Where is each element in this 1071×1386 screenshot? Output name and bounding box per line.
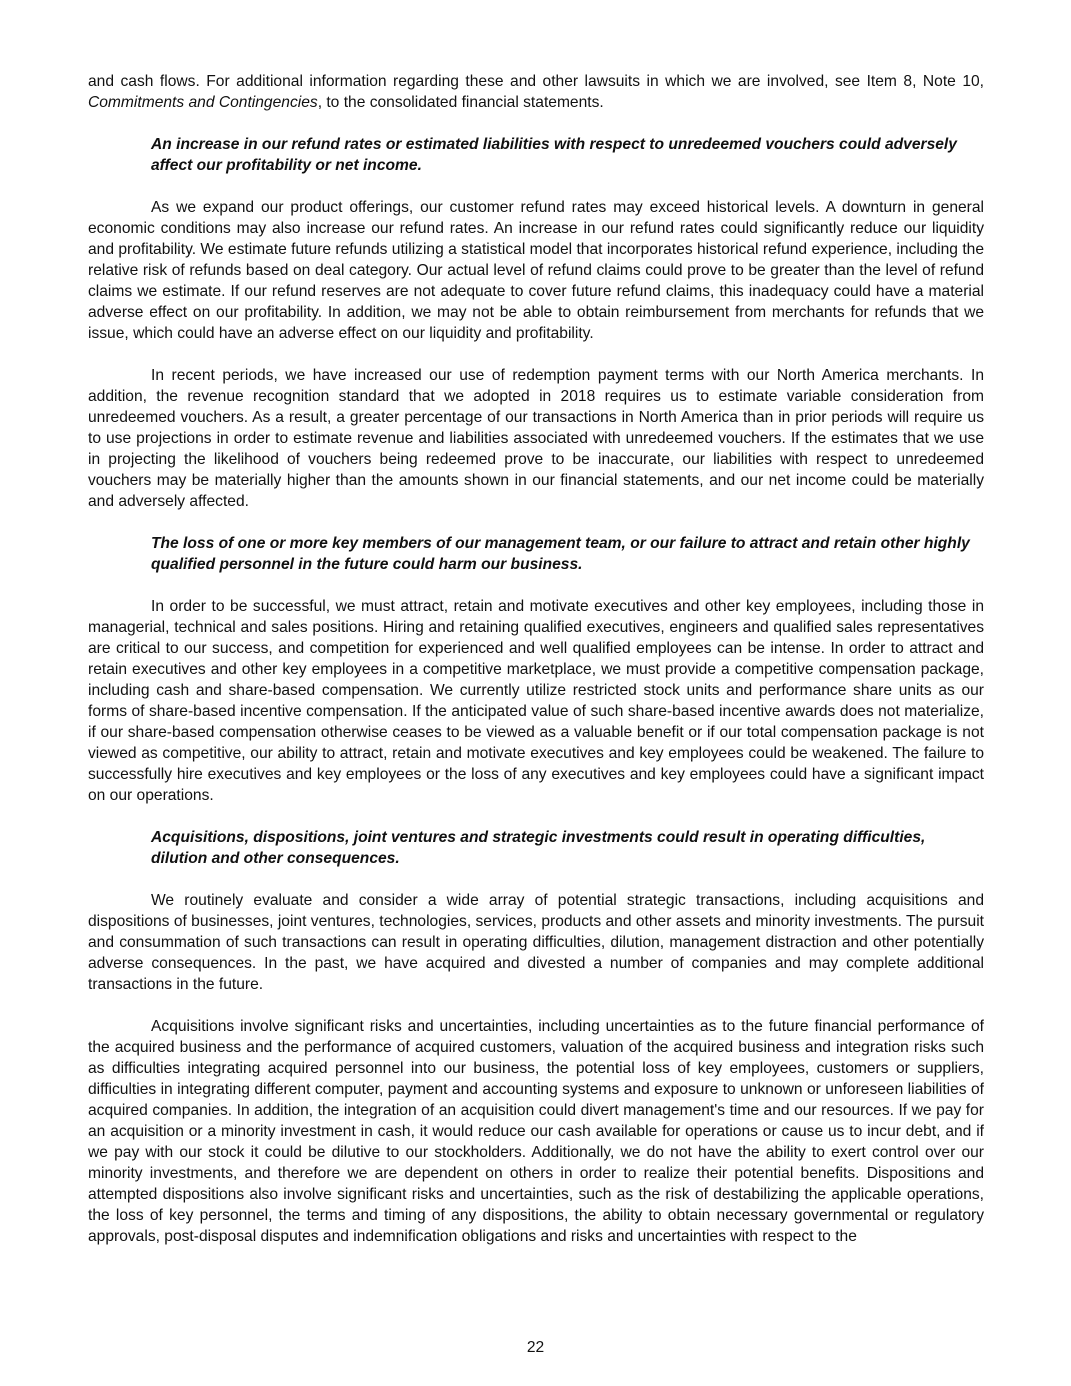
risk-heading-key-personnel: The loss of one or more key members of our management team, or our failure to attract and retain other highly qualified personnel in the future could harm our business.	[151, 535, 970, 573]
intro-paragraph	[88, 71, 984, 113]
note-reference: Commitments and Contingencies	[88, 94, 318, 111]
risk-heading-acquisitions: Acquisitions, dispositions, joint ventures and strategic investments could result in operating difficulties, dilution and other consequences.	[151, 829, 926, 867]
paragraph-acquisition-risks: Acquisitions involve significant risks and uncertainties, including uncertainties as to the future financial performance of the acquired business and the performance of acquired customers, valuation of the acquired business and integration risks such as difficulties integrating acquired personnel into our business, the potential loss of key employees, customers or suppliers, difficulties in integrating different computer, payment and accounting systems and exposure to unknown or unforeseen liabilities of acquired companies. In addition, the integration of an acquisition could divert management's time and our resources. If we pay for an acquisition or a minority investment in cash, it would reduce our cash available for operations or cause us to incur debt, and if we pay with our stock it could be dilutive to our stockholders. Additionally, we do not have the ability to exert control over our minority investments, and therefore we are dependent on others in order to realize their potential benefits. Dispositions and attempted dispositions also involve significant risks and uncertainties, such as the risk of destabilizing the applicable operations, the loss of key personnel, the terms and timing of any dispositions, the ability to obtain necessary governmental or regulatory approvals, post-disposal disputes and indemnification obligations and risks and uncertainties with respect to the	[88, 1018, 984, 1245]
paragraph-key-personnel: In order to be successful, we must attract, retain and motivate executives and other key employees, including those in managerial, technical and sales positions. Hiring and retaining qualified executives, engineers and qualified sales representatives are critical to our success, and competition for experienced and well qualified employees can be intense. In order to attract and retain executives and other key employees in a competitive marketplace, we must provide a competitive compensation package, including cash and share-based compensation. We currently utilize restricted stock units and performance share units as our forms of share-based incentive compensation. If the anticipated value of such share-based incentive awards does not materialize, if our share-based compensation otherwise ceases to be viewed as a valuable benefit or if our total compensation package is not viewed as competitive, our ability to attract, retain and motivate executives and key employees could be weakened. The failure to successfully hire executives and key employees or the loss of any executives and key employees could have a significant impact on our operations.	[88, 598, 984, 804]
page-number: 22	[526, 1339, 545, 1356]
paragraph-refund-rates: As we expand our product offerings, our customer refund rates may exceed historical levels. A downturn in general economic conditions may also increase our refund rates. An increase in our refund rates could significantly reduce our liquidity and profitability. We estimate future refunds utilizing a statistical model that incorporates historical refund experience, including the relative risk of refunds based on deal category. Our actual level of refund claims could prove to be greater than the level of refund claims we estimate. If our refund reserves are not adequate to cover future refund claims, this inadequacy could have a material adverse effect on our profitability. In addition, we may not be able to obtain reimbursement from merchants for refunds that we issue, which could have an adverse effect on our liquidity and profitability.	[88, 199, 984, 342]
risk-heading-refunds: An increase in our refund rates or estimated liabilities with respect to unredeemed vouchers could adversely affect our profitability or net income.	[151, 136, 957, 174]
paragraph-redemption-terms: In recent periods, we have increased our use of redemption payment terms with our North America merchants. In addition, the revenue recognition standard that we adopted in 2018 requires us to estimate variable consideration from unredeemed vouchers. As a result, a greater percentage of our transactions in North America than in prior periods will require us to use projections in order to estimate revenue and liabilities associated with unredeemed vouchers. If the estimates that we use in projecting the likelihood of vouchers being redeemed prove to be inaccurate, our liabilities with respect to unredeemed vouchers may be materially higher than the amounts shown in our financial statements, and our net income could be materially and adversely affected.	[88, 367, 984, 510]
intro-text-end: , to the consolidated financial statements.	[317, 94, 604, 111]
paragraph-strategic-transactions: We routinely evaluate and consider a wide array of potential strategic transactions, including acquisitions and dispositions of businesses, joint ventures, technologies, services, products and other assets and minority investments. The pursuit and consummation of such transactions can result in operating difficulties, dilution, management distraction and other potentially adverse consequences. In the past, we have acquired and divested a number of companies and may complete additional transactions in the future.	[88, 892, 984, 993]
intro-text: and cash flows. For additional information regarding these and other lawsuits in which we are involved, see Item 8, Note 10,	[88, 73, 984, 90]
document-page	[88, 71, 984, 1268]
